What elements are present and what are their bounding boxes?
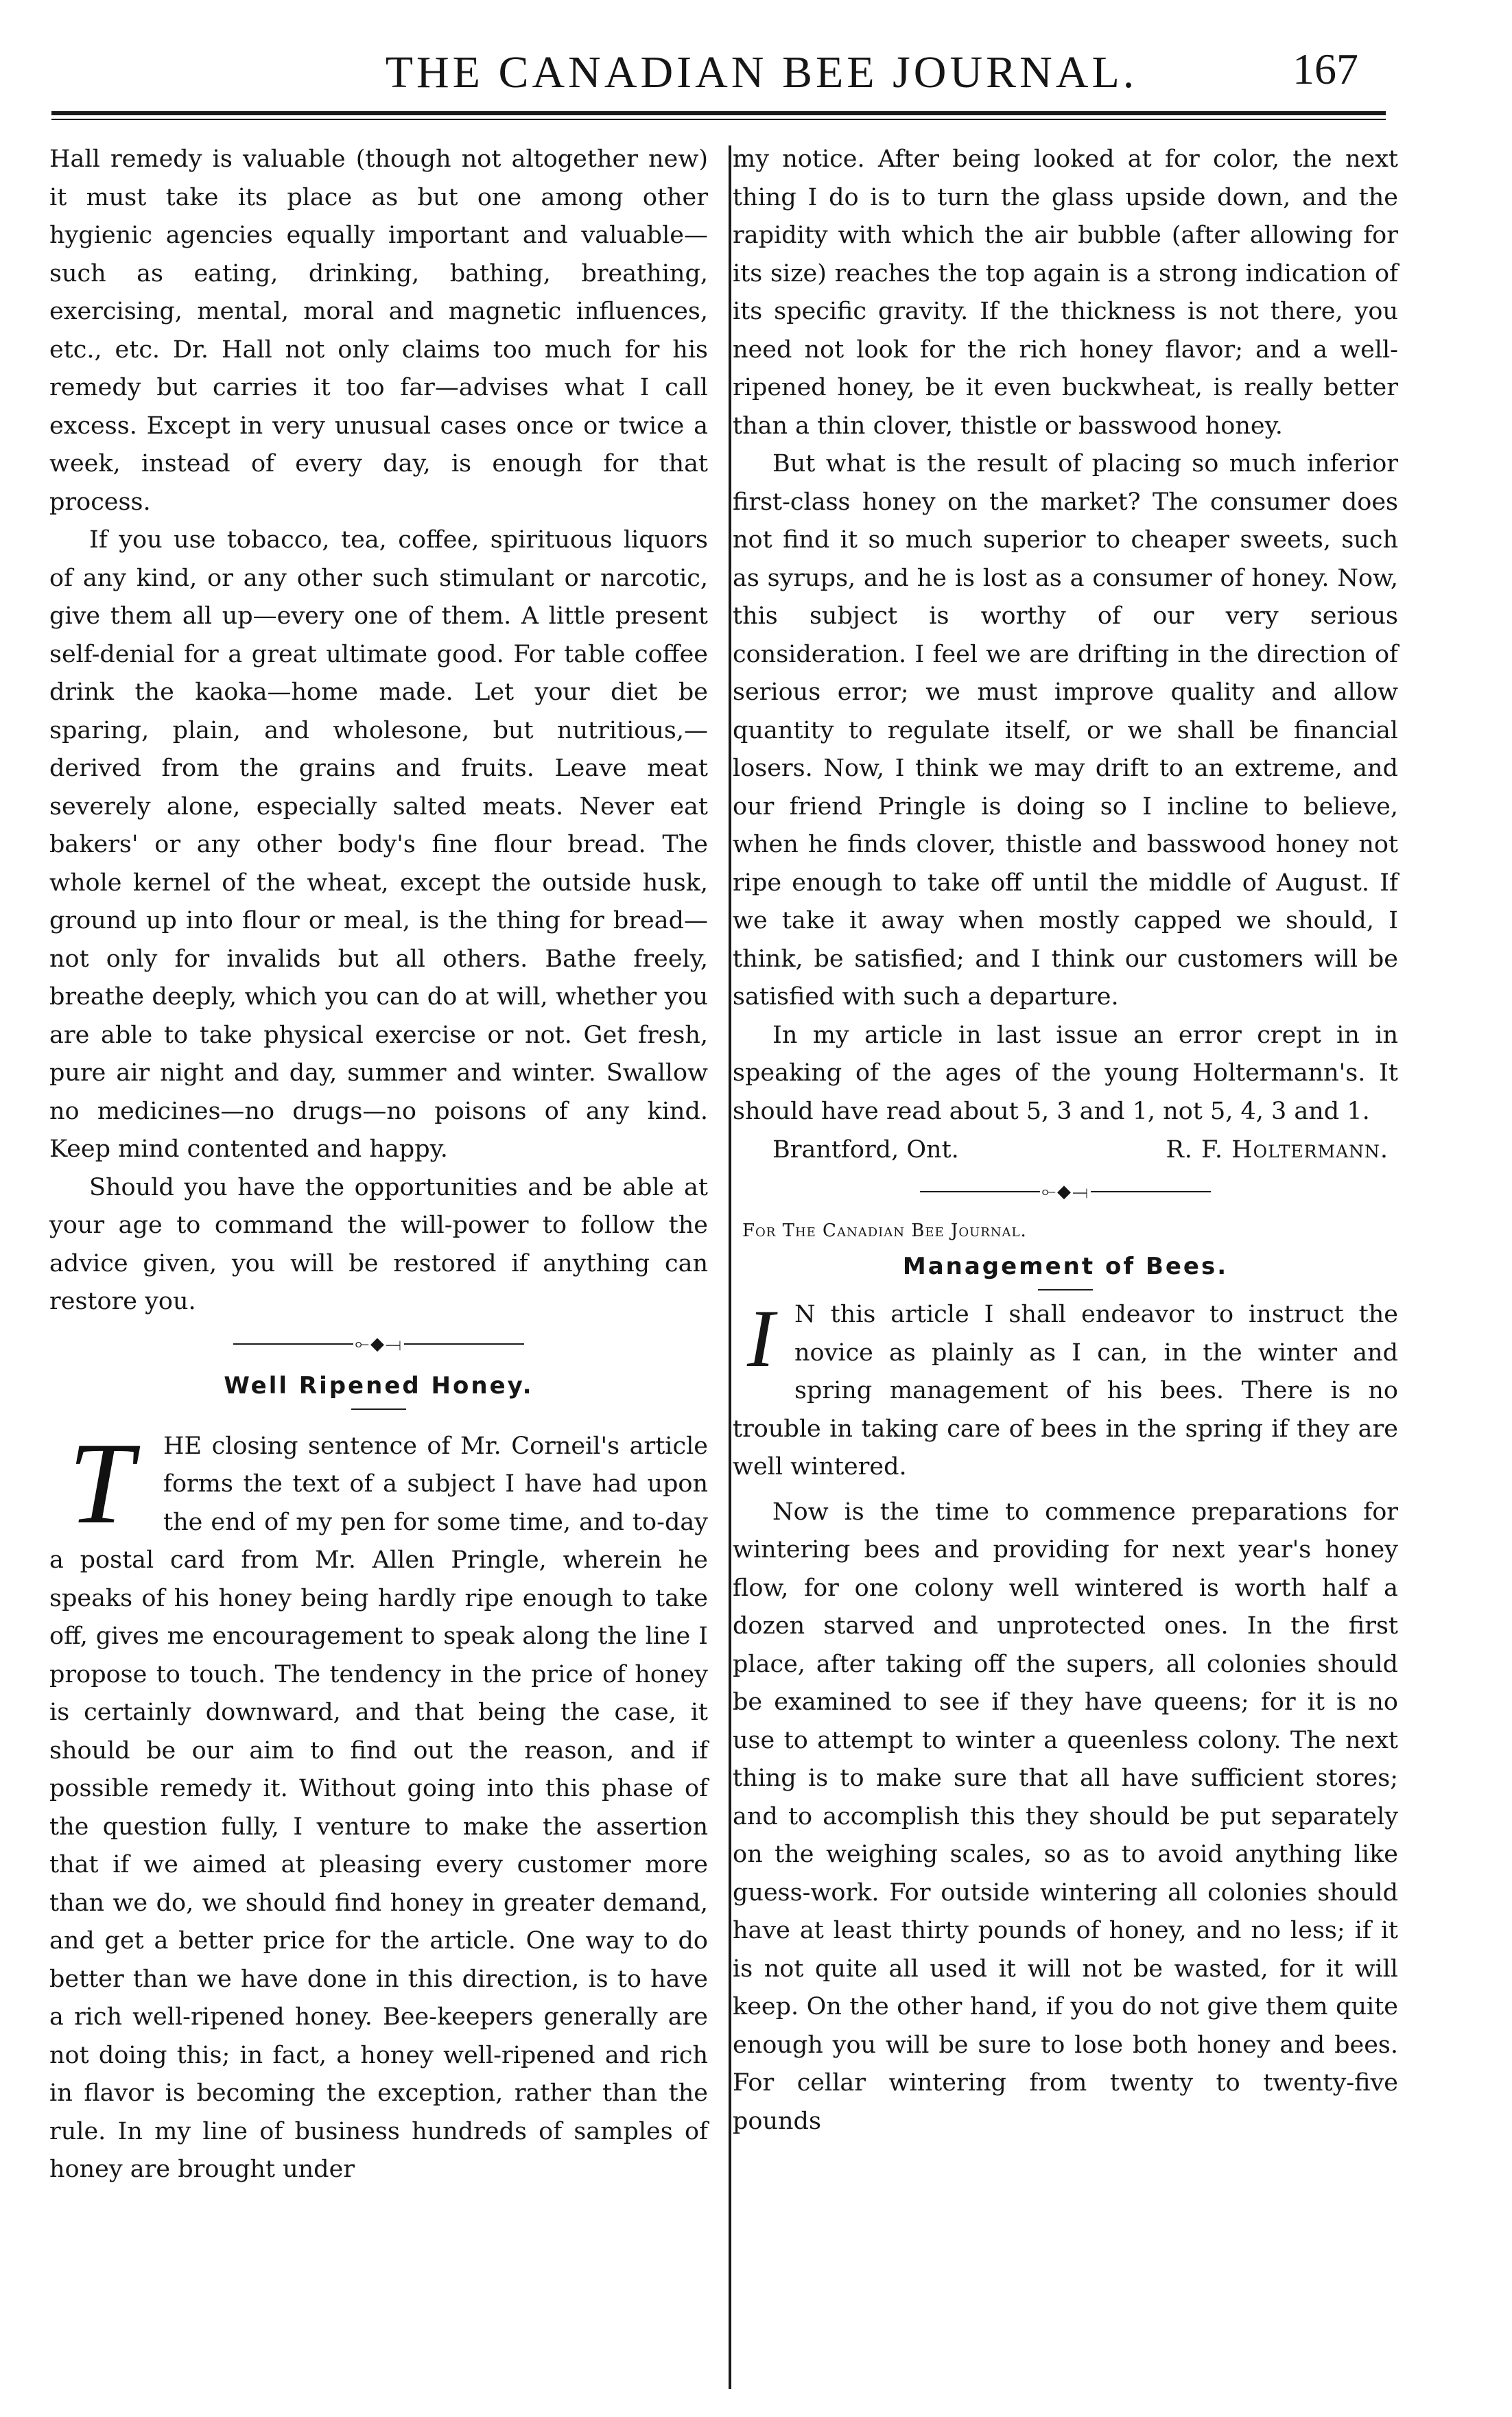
column-divider	[729, 145, 731, 2389]
paragraph: N this article I shall endeavor to instruct the novice as plainly as I can, in the winter and spring management of his bees. There is no trouble in taking care of bees in the spring if they are well wintered.	[733, 1301, 1398, 1481]
short-rule	[1038, 1289, 1093, 1290]
paragraph: In my article in last issue an error crept in in speaking of the ages of the young Holtermann's. It should have read about 5, 3 and 1, not 5, 4, 3 and 1.	[733, 1021, 1398, 1125]
header-rule-thin	[51, 119, 1386, 120]
section-title-management-of-bees: Management of Bees.	[902, 1253, 1229, 1280]
attribution: For The Canadian Bee Journal.	[742, 1221, 1027, 1241]
ornamental-divider: ⟜◆⟞	[733, 1170, 1398, 1212]
paragraph: my notice. After being looked at for color, the next thing I do is to turn the glass upside down, and the rapidity with which the air bubble (after allowing for its size) reaches the top again is a strong indication of its specific gravity. If the thickness is not there, you need not look for the rich honey flavor; and a well-ripened honey, be it even buckwheat, is really better than a thin clover, thistle or basswood honey.	[733, 145, 1398, 440]
page-header	[41, 40, 1386, 115]
signoff-name: R. F. Holtermann.	[1166, 1136, 1389, 1164]
paragraph: Now is the time to commence preparations for wintering bees and providing for next year's honey flow, for one colony well wintered is worth half a dozen starved and unprotected ones. In the first place, after taking off the supers, all colonies should be examined to see if they have queens; for it is no use to attempt to winter a queenless colony. The next thing is to make sure that all have sufficient stores; and to accomplish this they should be put separately on the weighing scales, so as to avoid anything like guess-work. For outside wintering all colonies should have at least thirty pounds of honey, and no less; if it is not quite all used it will not be wasted, for it will keep. On the other hand, if you do not give them quite enough you will be sure to lose both honey and bees. For cellar wintering from twenty to twenty-five pounds	[733, 1498, 1398, 2135]
page-number: 167	[1292, 45, 1358, 93]
article-body	[49, 1418, 708, 2189]
left-column	[49, 141, 708, 2189]
signoff-place: Brantford, Ont.	[772, 1136, 959, 1164]
paragraph: But what is the result of placing so much inferior first-class honey on the market? The consumer does not find it so much superior to cheaper sweets, such as syrups, and he is lost as a consumer of honey. Now, this subject is worthy of our very serious consideration. I feel we are drifting in the direction of serious error; we must improve quality and allow quantity to regulate itself, or we shall be financial losers. Now, I think we may drift to an extreme, and our friend Pringle is doing so I incline to believe, when he finds clover, thistle and basswood honey not ripe enough to take off until the middle of August. If we take it away when mostly capped we should, I think, be satisfied; and I think our customers will be satisfied with such a departure.	[733, 450, 1398, 1011]
drop-cap-letter: T	[68, 1418, 134, 1548]
right-column	[733, 141, 1398, 2141]
paragraph: If you use tobacco, tea, coffee, spirituous liquors of any kind, or any other such stimulant or narcotic, give them all up—every one of them. A little present self-denial for a great ultimate good. For table coffee drink the kaoka—home made. Let your diet be sparing, plain, and wholesone, but nutritious,—derived from the grains and fruits. Leave meat severely alone, especially salted meats. Never eat bakers' or any other body's fine flour bread. The whole kernel of the wheat, except the outside husk, ground up into flour or meal, is the thing for bread—not only for invalids but all others. Bathe freely, breathe deeply, which you can do at will, whether you are able to take physical exercise or not. Get fresh, pure air night and day, summer and winter. Swallow no medicines—no drugs—no poisons of any kind. Keep mind contented and happy.	[49, 526, 708, 1163]
paragraph: Should you have the opportunities and be able at your age to command the will-power to follow the advice given, you will be restored if anything can restore you.	[49, 1173, 708, 1315]
header-rule-thick	[51, 111, 1386, 115]
paragraph: Hall remedy is valuable (though not altogether new) it must take its place as but one among other hygienic agencies equally important and valuable—such as eating, drinking, bathing, breathing, exercising, mental, moral and magnetic influences, etc., etc. Dr. Hall not only claims too much for his remedy but carries it too far—advises what I call excess. Except in very unusual cases once or twice a week, instead of every day, is enough for that process.	[49, 145, 708, 516]
article-body	[733, 1293, 1398, 1487]
paragraph: HE closing sentence of Mr. Corneil's article forms the text of a subject I have had upon the end of my pen for some time, and to-day a postal card from Mr. Allen Pringle, wherein he speaks of his honey being hardly ripe enough to take off, gives me encouragement to speak along the line I propose to touch. The tendency in the price of honey is certainly downward, and that being the case, it should be our aim to find out the reason, and if possible remedy it. Without going into this phase of the question fully, I venture to make the assertion that if we aimed at pleasing every customer more than we do, we should find honey in greater demand, and get a better price for the article. One way to do better than we have done in this direction, is to have a rich well-ripened honey. Bee-keepers generally are not doing this; in fact, a honey well-ripened and rich in flavor is becoming the exception, rather than the rule. In my line of business hundreds of samples of honey are brought under	[49, 1432, 708, 2183]
section-title-well-ripened-honey: Well Ripened Honey.	[224, 1371, 534, 1400]
short-rule	[351, 1408, 406, 1410]
journal-title: THE CANADIAN BEE JOURNAL.	[385, 47, 1138, 97]
ornamental-divider: ⟜◆⟞	[49, 1323, 708, 1365]
signoff	[733, 1131, 1398, 1169]
drop-cap-letter: I	[747, 1293, 775, 1384]
